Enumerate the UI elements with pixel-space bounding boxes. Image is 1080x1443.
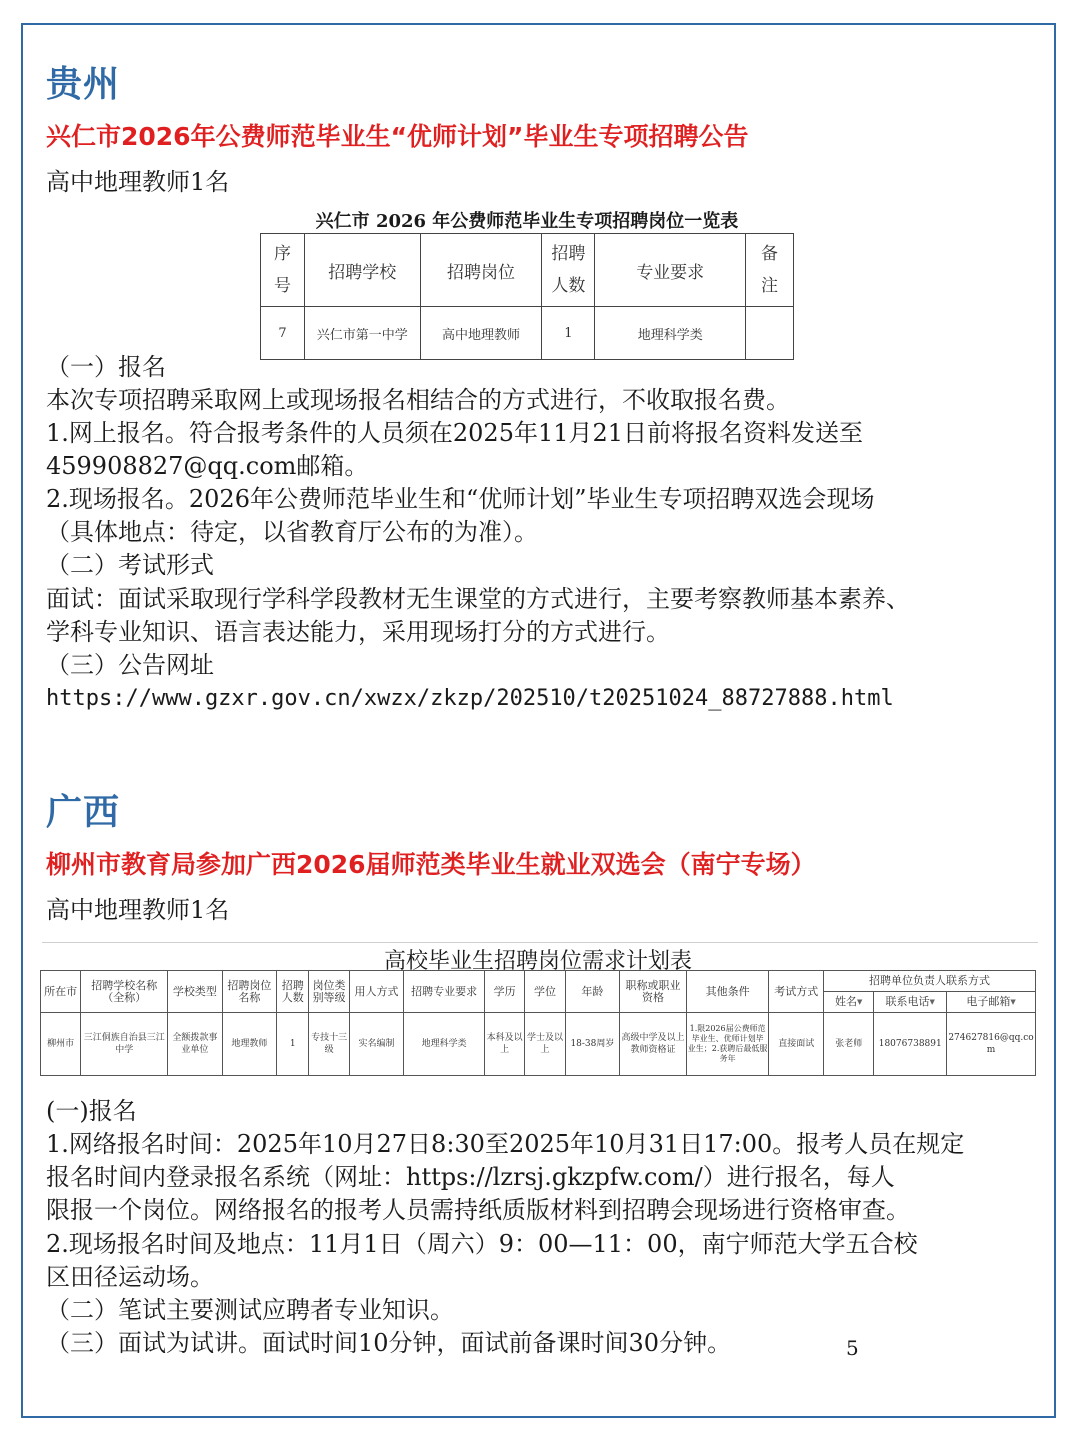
header-cell: 招聘专业要求 [404,971,485,1013]
header-cell: 岗位类别等级 [309,971,349,1013]
header-cell: 所在市 [41,971,81,1013]
section-title: (一)报名 [46,1097,137,1125]
table-row [41,1013,1036,1076]
cell: 全额拨款事业单位 [168,1013,222,1076]
cell: 专技十三级 [309,1013,349,1076]
header-cell: 招聘岗位名称 [222,971,276,1013]
paragraph: 1.网上报名。符合报考条件的人员须在2025年11月21日前将报名资料发送至 [46,419,864,447]
paragraph: （三）面试为试讲。面试时间10分钟，面试前备课时间30分钟。 [46,1329,732,1357]
header-cell: 招聘学校 [304,234,420,307]
cell: 地理科学类 [404,1013,485,1076]
filter-arrow-icon[interactable]: ▼ [1010,998,1016,1006]
cell: 张老师 [823,1013,873,1076]
paragraph: 报名时间内登录报名系统（网址：https://lzrsj.gkzpfw.com/）进行报名，每人 [46,1163,895,1191]
region-title-guangxi: 广西 [46,792,121,833]
filter-arrow-icon[interactable]: ▼ [857,998,863,1006]
table-row [261,307,794,360]
table-title-guangxi: 高校毕业生招聘岗位需求计划表 [383,949,692,974]
cell: 地理科学类 [595,307,746,360]
header-cell: 学校类型 [168,971,222,1013]
cell: 地理教师 [222,1013,276,1076]
headline-guizhou: 兴仁市2026年公费师范毕业生“优师计划”毕业生专项招聘公告 [46,122,749,151]
cell: 7 [261,307,305,360]
cell: 实名编制 [349,1013,403,1076]
position-guangxi: 高中地理教师1名 [46,896,230,924]
paragraph: 学科专业知识、语言表达能力，采用现场打分的方式进行。 [46,618,670,646]
paragraph: 2.现场报名。2026年公费师范毕业生和“优师计划”毕业生专项招聘双选会现场 [46,485,875,513]
headline-guangxi: 柳州市教育局参加广西2026届师范类毕业生就业双选会（南宁专场） [46,850,816,879]
table-title-guizhou: 兴仁市 2026 年公费师范毕业生专项招聘岗位一览表 [315,211,739,232]
cell: 柳州市 [41,1013,81,1076]
cell: 1.限2026届公费师范毕业生、优师计划毕业生；2.获聘后最低服务年 [686,1013,769,1076]
header-cell: 专业要求 [595,234,746,307]
cell: 高中地理教师 [420,307,542,360]
cell: 18-38周岁 [565,1013,619,1076]
cell: 高级中学及以上教师资格证 [620,1013,687,1076]
header-group-cell: 招聘单位负责人联系方式 [823,971,1035,992]
page-number: 5 [846,1336,859,1360]
cell [746,307,794,360]
region-title-guizhou: 贵州 [46,64,121,105]
announcement-url[interactable]: https://www.gzxr.gov.cn/xwzx/zkzp/202510/t20251024_88727888.html [46,686,894,711]
paragraph: 1.网络报名时间：2025年10月27日8:30至2025年10月31日17:00。报考人员在规定 [46,1130,965,1158]
job-table-guizhou [260,233,794,360]
cell: 本科及以上 [484,1013,524,1076]
cell: 三江侗族自治县三江中学 [81,1013,168,1076]
header-cell: 用人方式 [349,971,403,1013]
header-cell: 考试方式 [769,971,823,1013]
cell: 1 [542,307,595,360]
header-cell: 姓名▼ [823,992,873,1013]
cell: 274627816@qq.com [947,1013,1036,1076]
header-cell: 电子邮箱▼ [947,992,1036,1013]
paragraph: 限报一个岗位。网络报名的报考人员需持纸质版材料到招聘会现场进行资格审查。 [46,1196,910,1224]
cell: 兴仁市第一中学 [304,307,420,360]
header-cell: 招聘学校名称（全称） [81,971,168,1013]
job-table-guangxi [40,970,1036,1076]
header-cell: 学位 [525,971,565,1013]
header-cell: 招聘人数 [277,971,309,1013]
divider [42,942,1038,943]
header-cell: 其他条件 [686,971,769,1013]
filter-arrow-icon[interactable]: ▼ [929,998,935,1006]
cell: 1 [277,1013,309,1076]
paragraph: 区田径运动场。 [46,1263,214,1291]
header-cell: 联系电话▼ [874,992,947,1013]
paragraph: （二）笔试主要测试应聘者专业知识。 [46,1296,454,1324]
position-guizhou: 高中地理教师1名 [46,168,230,196]
paragraph: 2.现场报名时间及地点：11月1日（周六）9：00—11：00，南宁师范大学五合校 [46,1230,918,1258]
paragraph: 本次专项招聘采取网上或现场报名相结合的方式进行，不收取报名费。 [46,386,790,414]
paragraph: 面试：面试采取现行学科学段教材无生课堂的方式进行，主要考察教师基本素养、 [46,585,910,613]
section-title: （一）报名 [46,353,166,381]
header-cell: 招聘岗位 [420,234,542,307]
header-cell: 序号 [261,234,305,307]
header-cell: 备注 [746,234,794,307]
section-title: （二）考试形式 [46,551,214,579]
paragraph: （具体地点：待定，以省教育厅公布的为准）。 [46,518,538,546]
cell: 18076738891 [874,1013,947,1076]
header-cell: 招聘人数 [542,234,595,307]
cell: 学士及以上 [525,1013,565,1076]
table-header-row [41,971,1036,992]
section-title: （三）公告网址 [46,651,214,679]
header-cell: 学历 [484,971,524,1013]
cell: 直接面试 [769,1013,823,1076]
header-cell: 职称或职业资格 [620,971,687,1013]
table-header-row [261,234,794,307]
header-cell: 年龄 [565,971,619,1013]
paragraph: 459908827@qq.com邮箱。 [46,452,369,480]
